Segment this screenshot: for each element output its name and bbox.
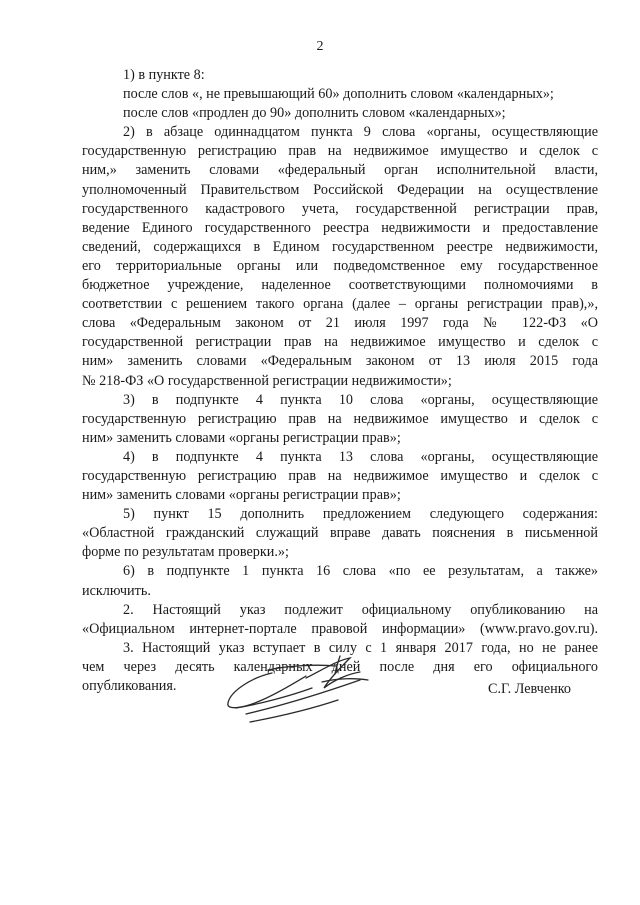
text-line: 1) в пункте 8: — [123, 67, 205, 83]
handwritten-signature — [210, 648, 390, 738]
text-line: слова «Федеральным законом от 21 июля 1997 года № 122-ФЗ «О — [82, 315, 598, 332]
text-line: государственную регистрацию прав на недвижимое имущество и сделок с — [82, 410, 598, 427]
text-line: уполномоченный Правительством Российской Федерации на осуществление — [82, 181, 598, 198]
text-line: после слов «, не превышающий 60» дополнить словом «календарных»; — [123, 86, 554, 103]
text-line: государственную регистрацию прав на недвижимое имущество и сделок с — [82, 467, 598, 484]
text-line: государственную регистрацию прав на недвижимое имущество и сделок с — [82, 143, 598, 160]
text-line: 3) в подпункте 4 пункта 10 слова «органы, осуществляющие — [123, 391, 598, 408]
text-line: государственной регистрации прав на недвижимое имущество и сделок с — [82, 334, 598, 351]
text-line: сведений, содержащихся в Едином государственном реестре недвижимости, — [82, 238, 598, 255]
text-line: ним» заменить словами «органы регистрации прав»; — [82, 429, 401, 446]
text-line: 5) пункт 15 дополнить предложением следующего содержания: — [123, 506, 598, 523]
text-line: 4) в подпункте 4 пункта 13 слова «органы, осуществляющие — [123, 448, 598, 465]
text-line: государственного кадастрового учета, государственной регистрации прав, — [82, 200, 598, 217]
text-line: его территориальные органы или подведомственное ему государственное — [82, 257, 598, 274]
text-line: 2. Настоящий указ подлежит официальному опубликованию на — [123, 601, 598, 618]
text-line: ним» заменить словами «Федеральным законом от 13 июля 2015 года — [82, 353, 598, 370]
text-line: ведение Единого государственного реестра недвижимости и предоставление — [82, 219, 598, 236]
decree-text — [82, 66, 598, 696]
text-line: ним» заменить словами «органы регистрации прав»; — [82, 487, 401, 504]
text-line: исключить. — [82, 582, 151, 599]
text-line: после слов «продлен до 90» дополнить словом «календарных»; — [123, 105, 506, 122]
text-line: № 218-ФЗ «О государственной регистрации недвижимости»; — [82, 372, 452, 389]
text-line: 2) в абзаце одиннадцатом пункта 9 слова «органы, осуществляющие — [123, 124, 598, 141]
text-line: чем через десять календарных дней после дня его официального — [82, 658, 598, 675]
page-number: 2 — [316, 39, 324, 54]
text-line: 6) в подпункте 1 пункта 16 слова «по ее результатам, а также» — [123, 563, 598, 580]
text-line: бюджетное учреждение, наделенное соответствующими полномочиями в — [82, 277, 598, 294]
text-line: опубликования. — [82, 678, 177, 694]
text-line: ним,» заменить словами «федеральный орган исполнительной власти, — [82, 162, 598, 179]
text-line: форме по результатам проверки.»; — [82, 544, 289, 561]
text-line: соответствии с решением такого органа (далее – органы регистрации прав),», — [82, 296, 598, 313]
text-line: 3. Настоящий указ вступает в силу с 1 января 2017 года, но не ранее — [123, 639, 598, 656]
text-line: «Областной гражданский служащий вправе давать пояснения в письменной — [82, 525, 598, 542]
text-line: «Официальном интернет-портале правовой информации» (www.pravo.gov.ru). — [82, 620, 598, 637]
signer-name: С.Г. Левченко — [488, 681, 571, 697]
